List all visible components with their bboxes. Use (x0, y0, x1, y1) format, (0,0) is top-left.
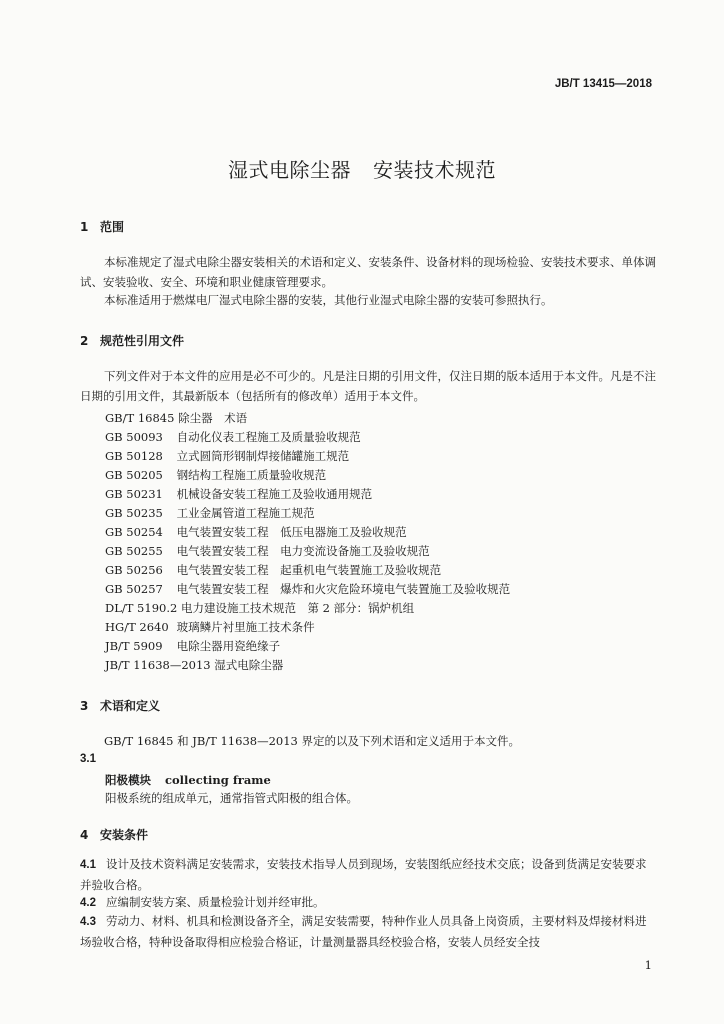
section-2-intro: 下列文件对于本文件的应用是必不可少的。凡是注日期的引用文件，仅注日期的版本适用于本文件。凡是不注日期的引用文件，其最新版本（包括所有的修改单）适用于本文件。 (80, 369, 656, 403)
reference-item (105, 619, 315, 635)
reference-code: HG/T 2640 (105, 620, 169, 634)
title-part2: 安装技术规范 (373, 158, 496, 182)
section-title: 规范性引用文件 (100, 334, 185, 348)
term-entry (105, 772, 271, 788)
reference-code: GB/T 16845 (105, 411, 175, 425)
section-number: 2 (80, 334, 89, 348)
reference-title: 除尘器 术语 (178, 411, 248, 425)
clause-number: 4.1 (80, 859, 96, 871)
reference-code: DL/T 5190.2 (105, 601, 178, 615)
reference-title: 工业金属管道工程施工规范 (176, 506, 315, 520)
clause-item (80, 911, 656, 952)
reference-code: GB 50257 (105, 582, 163, 596)
reference-item (105, 581, 510, 597)
reference-item (105, 486, 372, 502)
reference-title: 玻璃鳞片衬里施工技术条件 (176, 620, 315, 634)
reference-item (105, 638, 280, 654)
title-part1: 湿式电除尘器 (228, 158, 351, 182)
section-title: 术语和定义 (100, 699, 161, 713)
reference-item (105, 505, 315, 521)
reference-item (105, 448, 349, 464)
section-number: 4 (80, 828, 89, 842)
clause-item (80, 854, 656, 895)
clause-text: 应编制安装方案、质量检验计划并经审批。 (106, 895, 325, 909)
reference-item (105, 524, 407, 540)
reference-title: 电除尘器用瓷绝缘子 (176, 639, 281, 653)
section-number: 3 (80, 699, 89, 713)
reference-item (105, 562, 441, 578)
clause-number: 4.2 (80, 897, 96, 909)
reference-item (105, 543, 430, 559)
reference-item (105, 657, 283, 673)
clause-number: 4.3 (80, 916, 96, 928)
section-1-paragraph-2: 本标准适用于燃煤电厂湿式电除尘器的安装，其他行业湿式电除尘器的安装可参照执行。 (104, 293, 553, 307)
reference-item (105, 600, 414, 616)
section-2-heading (80, 332, 184, 349)
clause-number: 3.1 (80, 753, 96, 765)
reference-title: 电气装置安装工程 低压电器施工及验收规范 (176, 525, 407, 539)
reference-title: 钢结构工程施工质量验收规范 (176, 468, 327, 482)
reference-code: GB 50255 (105, 544, 163, 558)
section-number: 1 (80, 220, 89, 234)
reference-code: GB 50128 (105, 449, 163, 463)
reference-title: 湿式电除尘器 (214, 658, 284, 672)
clause-item (80, 892, 656, 913)
section-1-heading (80, 218, 124, 235)
page-number: 1 (644, 958, 652, 972)
reference-code: GB 50256 (105, 563, 163, 577)
reference-code: JB/T 5909 (105, 639, 163, 653)
section-title: 范围 (100, 220, 125, 234)
term-chinese: 阳极模块 (105, 773, 151, 787)
clause-text: 设计及技术资料满足安装需求，安装技术指导人员到现场，安装图纸应经技术交底；设备到货满足安装要求并验收合格。 (80, 857, 647, 892)
reference-title: 自动化仪表工程施工及质量验收规范 (176, 430, 361, 444)
reference-code: GB 50093 (105, 430, 163, 444)
term-definition: 阳极系统的组成单元，通常指管式阳极的组合体。 (105, 791, 358, 805)
section-3-intro: GB/T 16845 和 JB/T 11638—2013 界定的以及下列术语和定义适用于本文件。 (104, 734, 520, 748)
reference-title: 电气装置安装工程 起重机电气装置施工及验收规范 (176, 563, 442, 577)
reference-code: GB 50254 (105, 525, 163, 539)
reference-title: 电气装置安装工程 电力变流设备施工及验收规范 (176, 544, 430, 558)
reference-code: JB/T 11638—2013 (105, 658, 211, 672)
reference-code: GB 50231 (105, 487, 163, 501)
reference-item (105, 429, 361, 445)
section-1-paragraph-1: 本标准规定了湿式电除尘器安装相关的术语和定义、安装条件、设备材料的现场检验、安装技术要求、单体调试、安装验收、安全、环境和职业健康管理要求。 (80, 255, 656, 289)
clause-text: 劳动力、材料、机具和检测设备齐全，满足安装需要，特种作业人员具备上岗资质，主要材料及焊接材料进场验收合格，特种设备取得相应检验合格证，计量测量器具经校验合格，安装人员经安全技 (80, 914, 647, 949)
reference-code: GB 50235 (105, 506, 163, 520)
section-4-heading (80, 826, 148, 843)
reference-title: 电气装置安装工程 爆炸和火灾危险环境电气装置施工及验收规范 (176, 582, 511, 596)
document-title (0, 154, 724, 183)
reference-item (105, 410, 247, 426)
standard-code: JB/T 13415—2018 (554, 78, 652, 90)
reference-title: 机械设备安装工程施工及验收通用规范 (176, 487, 373, 501)
section-title: 安装条件 (100, 828, 149, 842)
section-3-heading (80, 697, 160, 714)
reference-title: 立式圆筒形钢制焊接储罐施工规范 (176, 449, 350, 463)
reference-title: 电力建设施工技术规范 第 2 部分：锅炉机组 (180, 601, 415, 615)
reference-item (105, 467, 326, 483)
term-english: collecting frame (165, 773, 271, 787)
reference-code: GB 50205 (105, 468, 163, 482)
